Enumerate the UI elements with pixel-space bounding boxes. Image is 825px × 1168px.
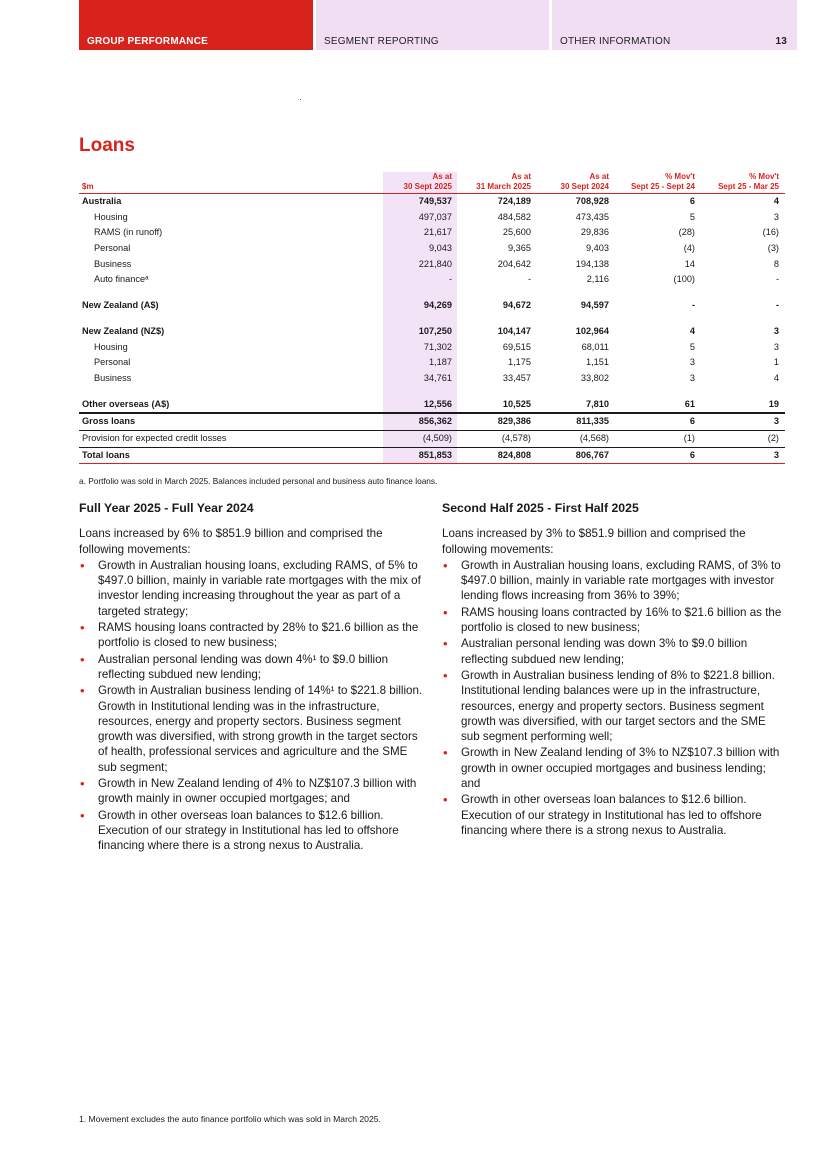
table-row	[79, 371, 785, 387]
tab-group-performance[interactable]	[79, 0, 313, 50]
page-number: 13	[775, 36, 787, 47]
table-cell: 94,672	[502, 300, 531, 311]
list-item: • Growth in other overseas loan balances to $12.6 billion. Execution of our strategy in Institutional has led to offshore financing where there is a strong nexus to Australia.	[79, 808, 424, 854]
table-cell: (4,568)	[579, 432, 609, 443]
table-cell: (3)	[767, 243, 779, 254]
table-cell: 5	[689, 341, 695, 352]
row-label: Business	[94, 258, 132, 269]
table-cell: 61	[684, 398, 695, 409]
table-cell: -	[527, 274, 531, 285]
table-cell: 9,043	[429, 243, 452, 254]
tab-label: OTHER INFORMATION	[560, 36, 671, 47]
footnote: 1. Movement excludes the auto finance portfolio which was sold in March 2025.	[79, 1114, 381, 1124]
table-cell: 1,151	[586, 357, 609, 368]
table-cell: 851,853	[418, 449, 452, 460]
table-cell: 6	[689, 196, 695, 206]
list-item: • Growth in Australian housing loans, excluding RAMS, of 3% to $497.0 billion, mainly in variable rate mortgages with investor lending flows increasing from 36% to 39%;	[442, 558, 787, 604]
table-cell: 194,138	[575, 258, 609, 269]
row-label: Personal	[94, 243, 131, 254]
table-cell: 5	[689, 211, 695, 222]
table-cell: 8	[773, 258, 779, 269]
table-cell: 3	[773, 416, 779, 427]
section-heading: Second Half 2025 - First Half 2025	[442, 501, 639, 515]
page-title: Loans	[79, 135, 135, 156]
table-cell: 4	[689, 325, 695, 336]
section-heading: Full Year 2025 - Full Year 2024	[79, 501, 254, 515]
table-header	[79, 170, 785, 194]
table-cell: 3	[773, 449, 779, 460]
intro-text: Loans increased by 6% to $851.9 billion and comprised the following movements:	[79, 527, 383, 556]
list-item: • RAMS housing loans contracted by 28% to $21.6 billion as the portfolio is closed to new business;	[79, 620, 424, 651]
table-cell: (4,578)	[501, 432, 531, 443]
table-cell: 9,365	[508, 243, 531, 254]
table-cell: 1	[773, 357, 779, 368]
table-cell: 204,642	[497, 258, 531, 269]
table-row	[79, 340, 785, 356]
table-row	[79, 272, 785, 288]
col-header-mar-2025: As at 31 March 2025	[476, 172, 531, 191]
table-cell: 473,435	[575, 211, 609, 222]
table-note: a. Portfolio was sold in March 2025. Balances included personal and business auto finance loans.	[79, 476, 438, 486]
table-cell: 102,964	[575, 325, 609, 336]
table-cell: 94,597	[580, 300, 609, 311]
table-cell: -	[691, 300, 695, 311]
table-cell: 34,761	[423, 372, 452, 383]
list-item: • RAMS housing loans contracted by 16% to $21.6 billion as the portfolio is closed to new business;	[442, 605, 787, 636]
table-cell: 3	[689, 357, 695, 368]
table-cell: -	[775, 300, 779, 311]
table-cell: -	[448, 274, 452, 285]
row-label: Personal	[94, 357, 131, 368]
tab-segment-reporting[interactable]	[316, 0, 549, 50]
row-label: Business	[94, 372, 132, 383]
table-row	[79, 194, 785, 210]
table-row	[79, 324, 785, 340]
col-header-sept-2024: As at 30 Sept 2024	[560, 172, 609, 191]
table-row	[79, 397, 785, 414]
table-cell: (16)	[762, 227, 779, 238]
row-label: Housing	[94, 341, 128, 352]
table-cell: 94,269	[423, 300, 452, 311]
list-item: • Growth in New Zealand lending of 4% to NZ$107.3 billion with growth mainly in owner occupied mortgages; and	[79, 776, 424, 807]
table-row	[79, 430, 785, 447]
table-cell: (2)	[767, 432, 779, 443]
table-cell: 824,808	[497, 449, 531, 460]
table-cell: 497,037	[418, 211, 452, 222]
table-cell: 2,116	[586, 274, 609, 285]
table-cell: 10,525	[502, 398, 531, 409]
half-year-commentary	[442, 501, 787, 838]
table-cell: (4)	[683, 243, 695, 254]
table-cell: 3	[689, 372, 695, 383]
loans-table	[79, 170, 785, 464]
table-cell: 749,537	[418, 196, 452, 206]
table-cell: 724,189	[497, 196, 531, 206]
table-cell: 3	[773, 325, 779, 336]
table-row	[79, 225, 785, 241]
table-cell: (1)	[683, 432, 695, 443]
row-label: Housing	[94, 211, 128, 222]
row-label: Total loans	[82, 449, 130, 460]
tab-label: SEGMENT REPORTING	[324, 36, 439, 47]
table-row	[79, 241, 785, 257]
row-label: Auto financeᵃ	[94, 274, 149, 285]
table-cell: (100)	[673, 274, 695, 285]
list-item: • Growth in Australian housing loans, excluding RAMS, of 5% to $497.0 billion, mainly in variable rate mortgages with the mix of investor lending increasing throughout the year as part of a targeted strategy;	[79, 558, 424, 619]
table-cell: 19	[768, 398, 779, 409]
table-cell: (4,509)	[422, 432, 452, 443]
table-cell: 71,302	[423, 341, 452, 352]
movement-list	[442, 558, 787, 838]
row-label: New Zealand (NZ$)	[82, 325, 165, 336]
row-label: New Zealand (A$)	[82, 300, 159, 311]
table-row	[79, 355, 785, 371]
table-cell: 14	[684, 258, 695, 269]
full-year-commentary	[79, 501, 424, 854]
table-cell: -	[775, 274, 779, 285]
tab-other-information[interactable]	[552, 0, 797, 50]
table-cell: 68,011	[581, 341, 609, 352]
row-label: RAMS (in runoff)	[94, 227, 163, 238]
table-cell: 29,836	[580, 227, 609, 238]
col-header-mov-mar: % Mov't Sept 25 - Mar 25	[718, 172, 779, 191]
table-cell: 6	[689, 416, 695, 427]
table-cell: 4	[773, 372, 779, 383]
table-cell: 856,362	[418, 416, 452, 427]
table-cell: 1,187	[429, 357, 452, 368]
list-item: • Australian personal lending was down 3% to $9.0 billion reflecting subdued new lending;	[442, 636, 787, 667]
table-cell: 3	[773, 211, 779, 222]
table-cell: 829,386	[497, 416, 531, 427]
table-cell: 708,928	[575, 196, 609, 206]
table-cell: (28)	[678, 227, 695, 238]
intro-text: Loans increased by 3% to $851.9 billion and comprised the following movements:	[442, 527, 746, 556]
table-cell: 69,515	[502, 341, 531, 352]
tab-label: GROUP PERFORMANCE	[87, 36, 209, 47]
table-cell: 9,403	[586, 243, 609, 254]
table-cell: 21,617	[423, 227, 452, 238]
table-row	[79, 447, 785, 465]
row-label: Gross loans	[82, 416, 136, 427]
section-nav	[79, 0, 797, 50]
table-cell: 811,335	[576, 416, 609, 427]
col-header-mov-sept: % Mov't Sept 25 - Sept 24	[630, 172, 695, 191]
movement-list	[79, 558, 424, 854]
list-item: • Growth in other overseas loan balances to $12.6 billion. Execution of our strategy in Institutional has led to offshore financing where there is a strong nexus to Australia.	[442, 792, 787, 838]
table-body	[79, 194, 785, 464]
table-cell: 806,767	[575, 449, 609, 460]
row-label: Other overseas (A$)	[82, 398, 170, 409]
table-row	[79, 413, 785, 430]
row-label: Australia	[82, 196, 122, 206]
table-cell: 4	[773, 196, 779, 206]
table-row	[79, 298, 785, 314]
list-item: • Growth in Australian business lending of 8% to $221.8 billion. Institutional lending balances were up in the infrastructure, resources, energy and property sectors. Business segment growth was diversified, with our target sectors and the SME sub segment performing well;	[442, 668, 787, 744]
table-cell: 6	[689, 449, 695, 460]
table-cell: 12,556	[423, 398, 452, 409]
table-cell: 33,802	[580, 372, 609, 383]
table-cell: 221,840	[418, 258, 452, 269]
list-item: • Growth in New Zealand lending of 3% to NZ$107.3 billion with growth in owner occupied mortgages and business lending; and	[442, 745, 787, 791]
col-header-sept-2025: As at 30 Sept 2025	[403, 172, 452, 191]
row-label: Provision for expected credit losses	[82, 432, 227, 443]
stray-mark	[300, 99, 301, 100]
table-cell: 484,582	[497, 211, 531, 222]
table-cell: 3	[773, 341, 779, 352]
unit-label: $m	[82, 182, 94, 191]
table-cell: 107,250	[418, 325, 452, 336]
list-item: • Australian personal lending was down 4%¹ to $9.0 billion reflecting subdued new lending;	[79, 652, 424, 683]
table-cell: 33,457	[502, 372, 531, 383]
table-cell: 7,810	[586, 398, 609, 409]
table-row	[79, 257, 785, 273]
table-cell: 25,600	[502, 227, 531, 238]
table-row	[79, 210, 785, 226]
list-item: • Growth in Australian business lending of 14%¹ to $221.8 billion. Growth in Institutional lending was in the infrastructure, resources, energy and property sectors. Business segment growth was diversified, with strong growth in the target sectors of health, professional services and agriculture and the SME sub segment;	[79, 683, 424, 775]
table-cell: 104,147	[497, 325, 531, 336]
table-cell: 1,175	[508, 357, 531, 368]
